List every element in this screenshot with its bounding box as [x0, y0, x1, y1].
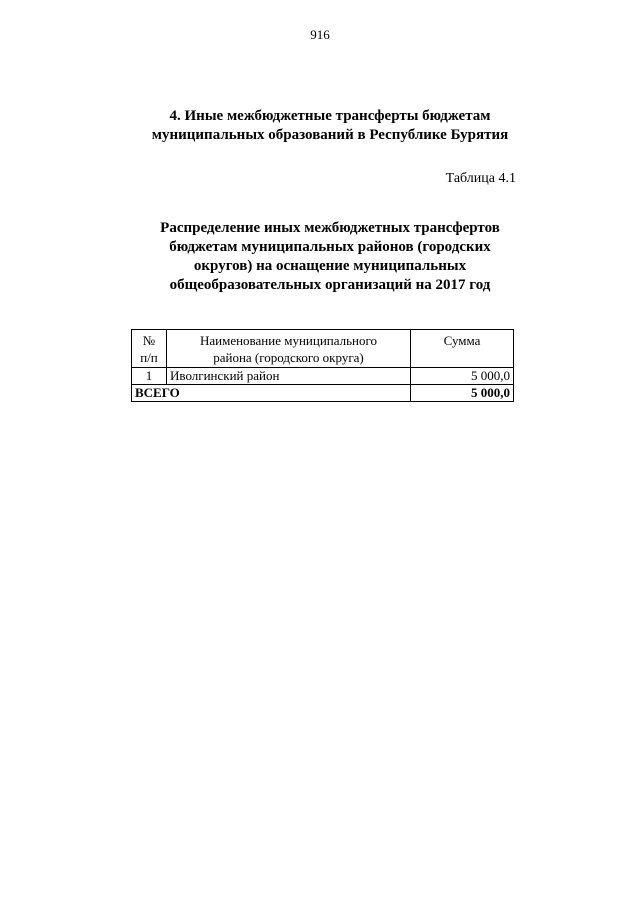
table-caption	[110, 219, 550, 295]
header-name-line-2: района (городского округа)	[213, 350, 364, 365]
total-row	[132, 385, 514, 402]
total-label: ВСЕГО	[132, 385, 411, 402]
header-num-line-2: п/п	[140, 350, 158, 365]
row-num: 1	[132, 368, 167, 385]
table-header-row	[132, 330, 514, 368]
section-title-line-2: муниципальных образований в Республике Бурятия	[151, 127, 509, 143]
row-sum: 5 000,0	[411, 368, 514, 385]
header-name	[167, 330, 411, 368]
header-name-line-1: Наименование муниципального	[199, 333, 378, 348]
caption-line-2: бюджетам муниципальных районов (городских	[169, 239, 491, 255]
caption-line-4: общеобразовательных организаций на 2017 год	[169, 277, 491, 293]
section-title	[100, 107, 560, 145]
section-title-line-1: 4. Иные межбюджетные трансферты бюджетам	[169, 108, 491, 124]
header-num-line-1: №	[142, 333, 156, 348]
allocation-table	[131, 329, 514, 402]
header-sum: Сумма	[411, 330, 514, 368]
caption-line-3: округов) на оснащение муниципальных	[193, 258, 467, 274]
table-row	[132, 368, 514, 385]
total-sum: 5 000,0	[411, 385, 514, 402]
caption-line-1: Распределение иных межбюджетных трансфертов	[160, 220, 500, 236]
page-number: 916	[310, 27, 330, 42]
row-name: Иволгинский район	[167, 368, 411, 385]
table-label: Таблица 4.1	[445, 171, 516, 186]
header-num	[132, 330, 167, 368]
